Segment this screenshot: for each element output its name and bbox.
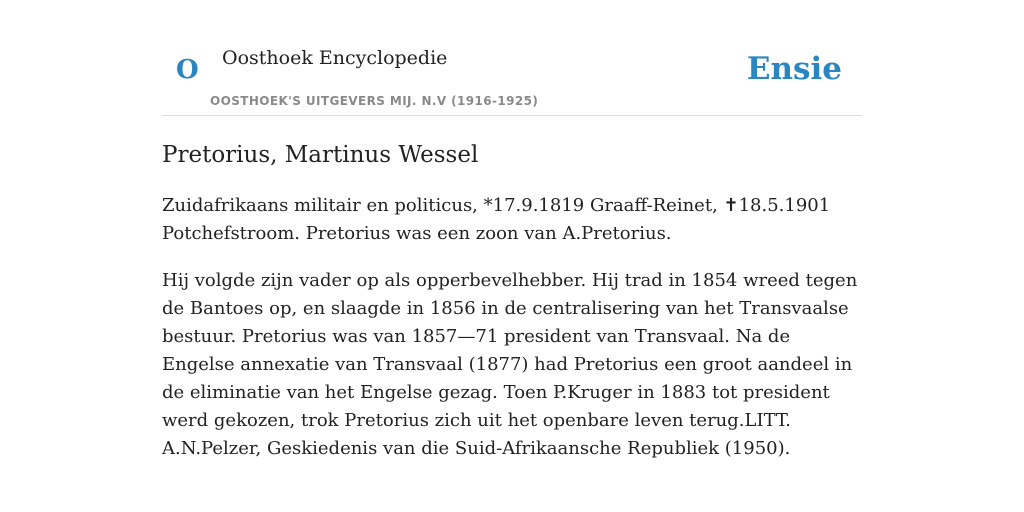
site-title-link[interactable]: Oosthoek Encyclopedie xyxy=(222,47,448,69)
article-paragraph: Zuidafrikaans militair en politicus, *17.9.1819 Graaff-Reinet, ✝18.5.1901 Potchefstroom. Pretorius was een zoon van A.Pretorius. xyxy=(162,195,831,244)
article-body xyxy=(162,192,862,482)
article-paragraph: Hij volgde zijn vader op als opperbevelhebber. Hij trad in 1854 wreed tegen de Bantoes op, en slaagde in 1856 in de centralisering van het Transvaalse bestuur. Pretorius was van 1857—71 president van Transvaal. Na de Engelse annexatie van Transvaal (1877) had Pretorius een groot aandeel in de eliminatie van het Engelse gezag. Toen P.Kruger in 1883 tot president werd gekozen, trok Pretorius zich uit het openbare leven terug.LITT. A.N.Pelzer, Geskiedenis van die Suid-Afrikaansche Republiek (1950). xyxy=(162,270,858,459)
article-title: Pretorius, Martinus Wessel xyxy=(162,142,479,168)
logo-icon[interactable]: O xyxy=(176,55,199,85)
brand-logo-link[interactable]: Ensie xyxy=(746,51,842,87)
publisher-label: OOSTHOEK'S UITGEVERS MIJ. N.V (1916-1925) xyxy=(210,94,539,108)
site-header xyxy=(162,40,862,116)
